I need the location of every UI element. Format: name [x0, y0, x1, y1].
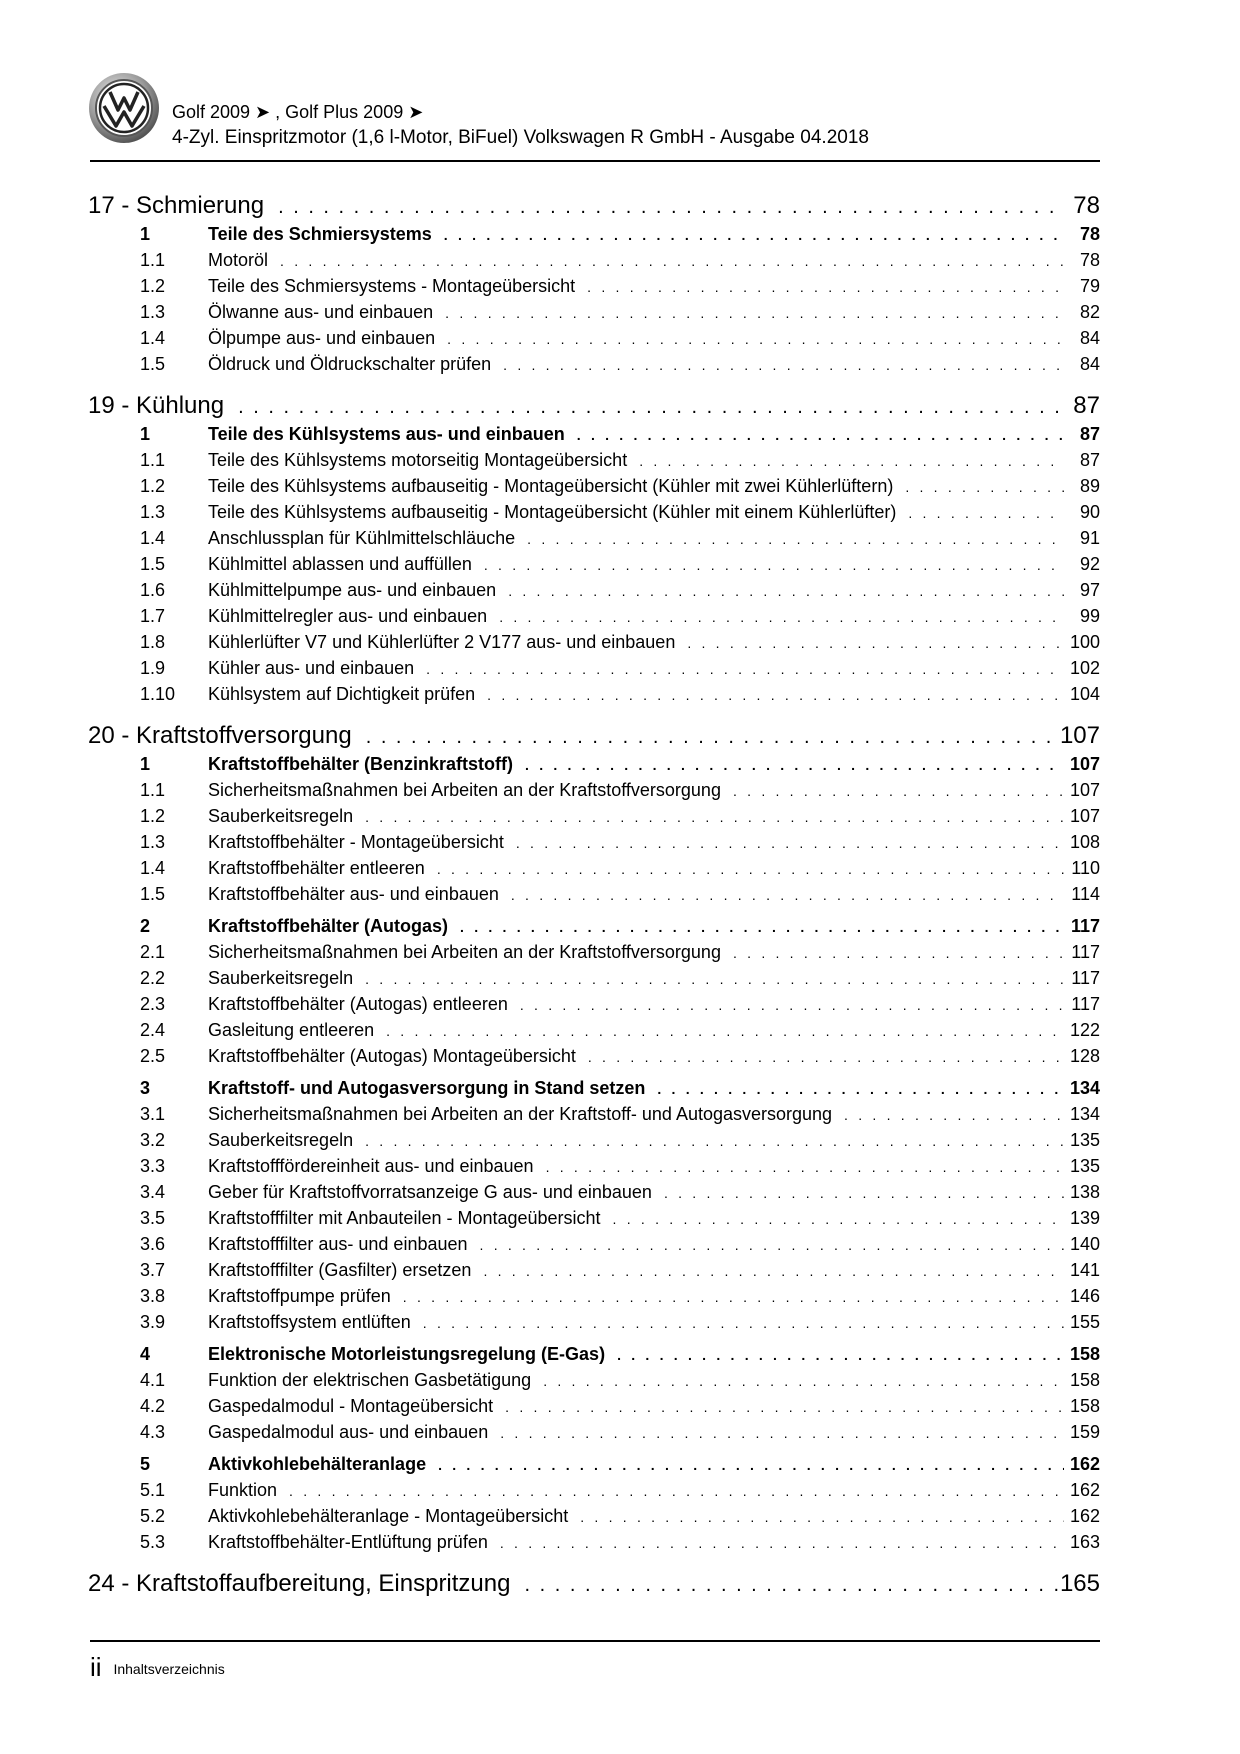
header-model-line: Golf 2009 ➤ , Golf Plus 2009 ➤: [172, 102, 424, 122]
toc-section[interactable]: 3 Kraftstoff- und Autogasversorgung in Stand setzen . . . 134: [88, 1078, 1100, 1104]
toc-subsection[interactable]: 1.5 Kraftstoffbehälter aus- und einbauen . . . 114: [88, 884, 1100, 910]
toc-subsection[interactable]: 3.5 Kraftstofffilter mit Anbauteilen - Montageübersicht . . . 139: [88, 1208, 1100, 1234]
toc-subsection[interactable]: 2.3 Kraftstoffbehälter (Autogas) entleeren . . . 117: [88, 994, 1100, 1020]
toc-subsection[interactable]: 1.3 Kraftstoffbehälter - Montageübersicht . . . 108: [88, 832, 1100, 858]
toc-subsection[interactable]: 1.1 Motoröl . . . 78: [88, 250, 1100, 276]
toc-subsection[interactable]: 5.3 Kraftstoffbehälter-Entlüftung prüfen . . . 163: [88, 1532, 1100, 1558]
toc-subsection[interactable]: 1.3 Teile des Kühlsystems aufbauseitig - Montageübersicht (Kühler mit einem Kühlerlüfter) . . . 90: [88, 502, 1100, 528]
toc-subsection[interactable]: 4.1 Funktion der elektrischen Gasbetätigung . . . 158: [88, 1370, 1100, 1396]
toc-subsection[interactable]: 1.6 Kühlmittelpumpe aus- und einbauen . . . 97: [88, 580, 1100, 606]
toc-subsection[interactable]: 3.9 Kraftstoffsystem entlüften . . . 155: [88, 1312, 1100, 1338]
toc-subsection[interactable]: 1.1 Sicherheitsmaßnahmen bei Arbeiten an der Kraftstoffversorgung . . . 107: [88, 780, 1100, 806]
toc-section[interactable]: 1 Kraftstoffbehälter (Benzinkraftstoff) . . . 107: [88, 754, 1100, 780]
toc-subsection[interactable]: 1.2 Teile des Kühlsystems aufbauseitig - Montageübersicht (Kühler mit zwei Kühlerlüftern) . . . 89: [88, 476, 1100, 502]
header-rule: [90, 160, 1100, 162]
footer-rule: [90, 1640, 1100, 1642]
toc-chapter-title: 19 - Kühlung: [88, 392, 225, 419]
toc-chapter-24[interactable]: [88, 1570, 1100, 1596]
toc-subsection[interactable]: 3.1 Sicherheitsmaßnahmen bei Arbeiten an der Kraftstoff- und Autogasversorgung . . . 134: [88, 1104, 1100, 1130]
toc-section[interactable]: 2 Kraftstoffbehälter (Autogas) . . . 117: [88, 916, 1100, 942]
toc-subsection[interactable]: 1.8 Kühlerlüfter V7 und Kühlerlüfter 2 V177 aus- und einbauen . . . 100: [88, 632, 1100, 658]
toc-subsection[interactable]: 2.2 Sauberkeitsregeln . . . 117: [88, 968, 1100, 994]
toc-subsection[interactable]: 1.5 Öldruck und Öldruckschalter prüfen . . . 84: [88, 354, 1100, 380]
toc-subsection[interactable]: 1.1 Teile des Kühlsystems motorseitig Montageübersicht . . . 87: [88, 450, 1100, 476]
toc-subsection[interactable]: 3.4 Geber für Kraftstoffvorratsanzeige G aus- und einbauen . . . 138: [88, 1182, 1100, 1208]
toc-subsection[interactable]: 2.4 Gasleitung entleeren . . . 122: [88, 1020, 1100, 1046]
toc-subsection[interactable]: 2.1 Sicherheitsmaßnahmen bei Arbeiten an der Kraftstoffversorgung . . . 117: [88, 942, 1100, 968]
toc-subsection[interactable]: 1.10 Kühlsystem auf Dichtigkeit prüfen . . . 104: [88, 684, 1100, 710]
toc-subsection[interactable]: 1.9 Kühler aus- und einbauen . . . 102: [88, 658, 1100, 684]
table-of-contents: [88, 187, 1100, 1602]
toc-chapter-title: 24 - Kraftstoffaufbereitung, Einspritzung: [88, 1570, 511, 1597]
toc-chapter-17[interactable]: [88, 192, 1100, 218]
toc-subsection[interactable]: 1.4 Anschlussplan für Kühlmittelschläuche . . . 91: [88, 528, 1100, 554]
page-footer: [90, 1652, 225, 1683]
toc-subsection[interactable]: 1.4 Kraftstoffbehälter entleeren . . . 110: [88, 858, 1100, 884]
page-header: [88, 72, 1100, 152]
toc-subsection[interactable]: 3.8 Kraftstoffpumpe prüfen . . . 146: [88, 1286, 1100, 1312]
toc-subsection[interactable]: 5.2 Aktivkohlebehälteranlage - Montageübersicht . . . 162: [88, 1506, 1100, 1532]
toc-subsection[interactable]: 4.2 Gaspedalmodul - Montageübersicht . . . 158: [88, 1396, 1100, 1422]
dot-leader: [366, 726, 1060, 749]
footer-label: Inhaltsverzeichnis: [113, 1661, 225, 1677]
toc-subsection[interactable]: 2.5 Kraftstoffbehälter (Autogas) Montageübersicht . . . 128: [88, 1046, 1100, 1072]
vw-logo-icon: [88, 72, 160, 144]
toc-chapter-19[interactable]: [88, 392, 1100, 418]
dot-leader: [238, 396, 1064, 419]
toc-subsection[interactable]: 4.3 Gaspedalmodul aus- und einbauen . . . 159: [88, 1422, 1100, 1448]
toc-subsection[interactable]: 1.2 Teile des Schmiersystems - Montageübersicht . . . 79: [88, 276, 1100, 302]
toc-subsection[interactable]: 3.2 Sauberkeitsregeln . . . 135: [88, 1130, 1100, 1156]
toc-section[interactable]: 1 Teile des Schmiersystems . . . 78: [88, 224, 1100, 250]
dot-leader: [278, 196, 1064, 219]
toc-chapter-20[interactable]: [88, 722, 1100, 748]
toc-subsection[interactable]: 1.5 Kühlmittel ablassen und auffüllen . . . 92: [88, 554, 1100, 580]
toc-subsection[interactable]: 1.4 Ölpumpe aus- und einbauen . . . 84: [88, 328, 1100, 354]
footer-page-number: ii: [90, 1652, 102, 1682]
toc-page-number: 107: [1059, 722, 1100, 749]
toc-section[interactable]: 4 Elektronische Motorleistungsregelung (E-Gas) . . . 158: [88, 1344, 1100, 1370]
toc-subsection[interactable]: 1.7 Kühlmittelregler aus- und einbauen . . . 99: [88, 606, 1100, 632]
dot-leader: [524, 1574, 1059, 1597]
toc-subsection[interactable]: 3.7 Kraftstofffilter (Gasfilter) ersetzen . . . 141: [88, 1260, 1100, 1286]
header-engine-line: 4-Zyl. Einspritzmotor (1,6 l-Motor, BiFuel) Volkswagen R GmbH - Ausgabe 04.2018: [172, 127, 869, 148]
toc-subsection[interactable]: 1.2 Sauberkeitsregeln . . . 107: [88, 806, 1100, 832]
toc-page-number: 165: [1059, 1570, 1100, 1597]
toc-page-number: 78: [1073, 192, 1100, 219]
toc-chapter-title: 17 - Schmierung: [88, 192, 265, 219]
toc-section[interactable]: 1 Teile des Kühlsystems aus- und einbauen . . . 87: [88, 424, 1100, 450]
toc-subsection[interactable]: 1.3 Ölwanne aus- und einbauen . . . 82: [88, 302, 1100, 328]
toc-subsection[interactable]: 3.6 Kraftstofffilter aus- und einbauen . . . 140: [88, 1234, 1100, 1260]
toc-page-number: 87: [1073, 392, 1100, 419]
toc-chapter-title: 20 - Kraftstoffversorgung: [88, 722, 352, 749]
toc-subsection[interactable]: 3.3 Kraftstofffördereinheit aus- und einbauen . . . 135: [88, 1156, 1100, 1182]
toc-section[interactable]: 5 Aktivkohlebehälteranlage . . . 162: [88, 1454, 1100, 1480]
toc-subsection[interactable]: 5.1 Funktion . . . 162: [88, 1480, 1100, 1506]
